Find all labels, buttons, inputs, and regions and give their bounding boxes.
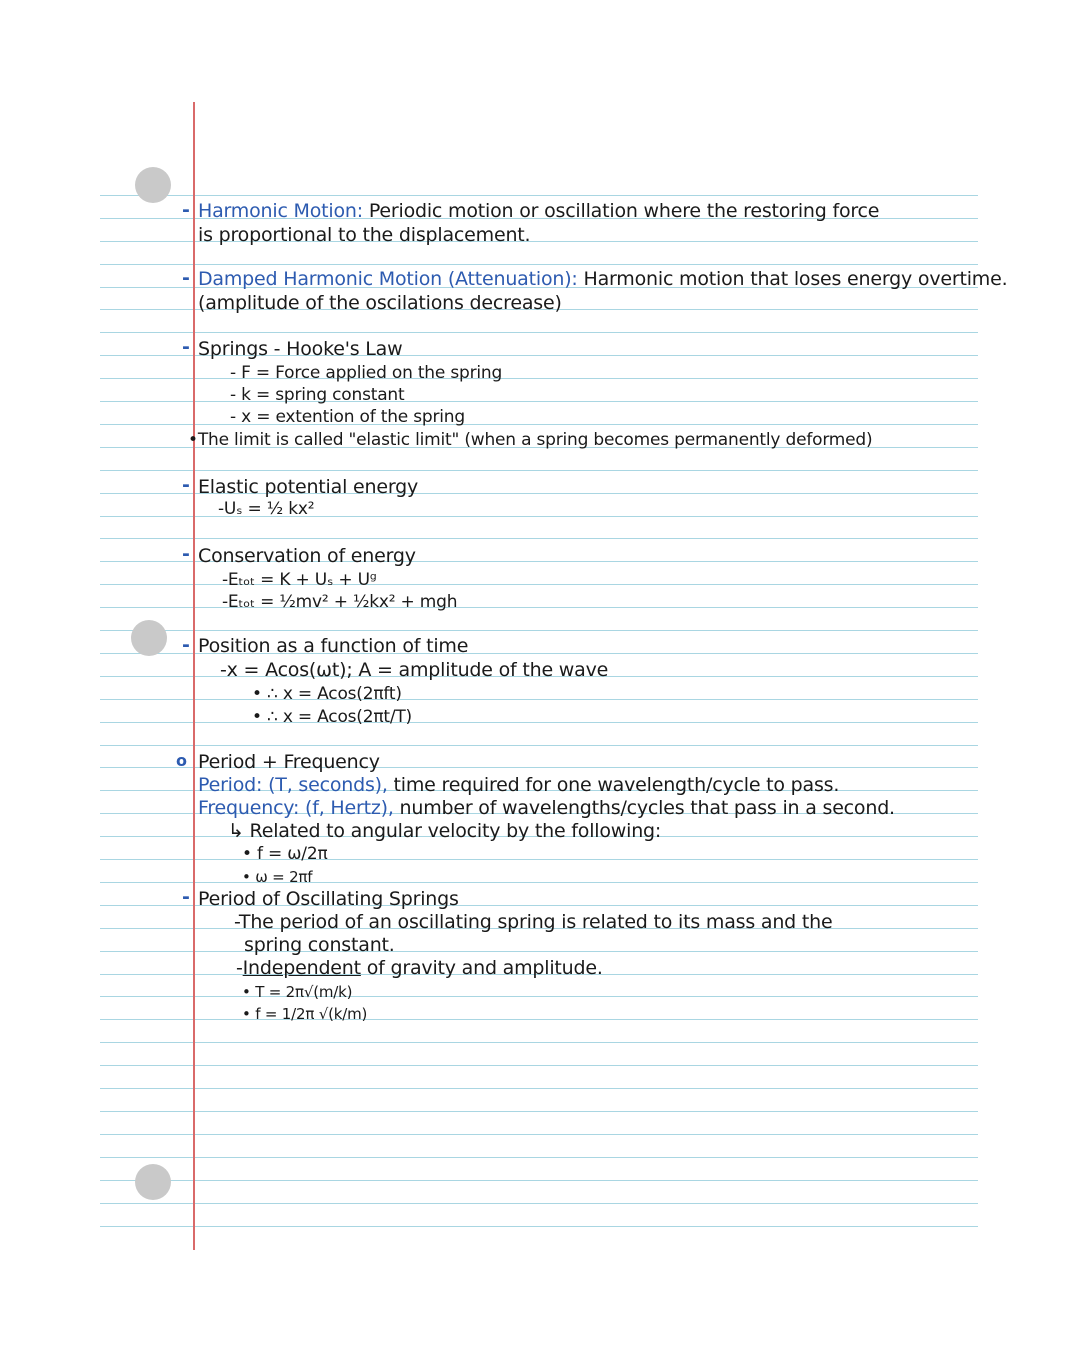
bullet: - (182, 634, 190, 656)
ruled-line (100, 996, 978, 997)
conservation-formula: -Eₜₒₜ = K + Uₛ + Uᵍ (222, 570, 377, 590)
elastic-limit-note: •The limit is called "elastic limit" (when a spring becomes permanently deformed) (188, 430, 873, 450)
ruled-line (100, 1088, 978, 1089)
ruled-line (100, 1019, 978, 1020)
term-damped-harmonic-motion: Damped Harmonic Motion (Attenuation): (198, 268, 578, 290)
independent-note (236, 957, 603, 979)
bullet: - (182, 543, 190, 565)
springs-period-line: -The period of an oscillating spring is related to its mass and the (234, 911, 833, 933)
bullet: - (182, 267, 190, 289)
damped-line-2: (amplitude of the oscilations decrease) (198, 292, 562, 314)
frequency-line (198, 797, 895, 819)
position-title: Position as a function of time (198, 635, 469, 657)
ruled-line (100, 859, 978, 860)
ruled-line (100, 195, 978, 196)
springs-title: Springs - Hooke's Law (198, 338, 403, 360)
harmonic-definition: Periodic motion or oscillation where the restoring force (368, 200, 880, 222)
omega-formula: • ω = 2πf (242, 868, 313, 886)
springs-period-line: spring constant. (244, 934, 395, 956)
springs-item: - x = extention of the spring (230, 407, 465, 427)
ruled-line (100, 699, 978, 700)
independent-word: Independent (242, 957, 361, 979)
bullet: - (182, 336, 190, 358)
springs-item: - F = Force applied on the spring (230, 363, 503, 383)
term-harmonic-motion: Harmonic Motion: (198, 200, 363, 222)
ruled-line (100, 1134, 978, 1135)
ruled-line (100, 745, 978, 746)
angular-velocity-note: ↳ Related to angular velocity by the following: (228, 820, 662, 842)
damped-line-1 (198, 268, 1007, 290)
ruled-line (100, 332, 978, 333)
ruled-line (100, 882, 978, 883)
bullet: o (176, 751, 187, 770)
period-frequency-title: Period + Frequency (198, 751, 380, 773)
punch-hole (135, 167, 171, 203)
independent-rest: of gravity and amplitude. (360, 957, 603, 979)
position-formula: • ∴ x = Acos(2πft) (252, 684, 402, 704)
bullet: - (182, 474, 190, 496)
period-definition: time required for one wavelength/cycle to pass. (393, 774, 840, 796)
elastic-title: Elastic potential energy (198, 476, 418, 498)
ruled-line (100, 630, 978, 631)
ruled-line (100, 470, 978, 471)
bullet: - (182, 199, 190, 221)
ruled-line (100, 1203, 978, 1204)
conservation-title: Conservation of energy (198, 545, 416, 567)
harmonic-line-2: is proportional to the displacement. (198, 224, 531, 246)
ruled-line (100, 264, 978, 265)
position-formula: -x = Acos(ωt); A = amplitude of the wave (220, 659, 609, 681)
ruled-line (100, 1111, 978, 1112)
period-line (198, 774, 839, 796)
ruled-line (100, 1042, 978, 1043)
ruled-line (100, 1065, 978, 1066)
ruled-line (100, 951, 978, 952)
dash: - (236, 957, 243, 979)
ruled-line (100, 538, 978, 539)
position-formula: • ∴ x = Acos(2πt/T) (252, 707, 412, 727)
frequency-spring-formula: • f = 1/2π √(k/m) (242, 1005, 368, 1023)
frequency-definition: number of wavelengths/cycles that pass in a second. (399, 797, 895, 819)
ruled-line (100, 722, 978, 723)
harmonic-line-1 (198, 200, 879, 222)
elastic-formula: -Uₛ = ½ kx² (218, 499, 315, 519)
springs-item: - k = spring constant (230, 385, 405, 405)
frequency-formula: • f = ω/2π (242, 844, 328, 864)
punch-hole (135, 1164, 171, 1200)
ruled-line (100, 1157, 978, 1158)
conservation-formula: -Eₜₒₜ = ½mv² + ½kx² + mgh (222, 592, 458, 612)
damped-definition: Harmonic motion that loses energy overtime. (583, 268, 1008, 290)
springs-period-title: Period of Oscillating Springs (198, 888, 459, 910)
bullet: - (182, 886, 190, 908)
term-frequency: Frequency: (f, Hertz), (198, 797, 394, 819)
punch-hole (131, 620, 167, 656)
ruled-line (100, 1180, 978, 1181)
margin-line (193, 102, 195, 1250)
ruled-line (100, 1226, 978, 1227)
period-spring-formula: • T = 2π√(m/k) (242, 983, 353, 1001)
term-period: Period: (T, seconds), (198, 774, 388, 796)
